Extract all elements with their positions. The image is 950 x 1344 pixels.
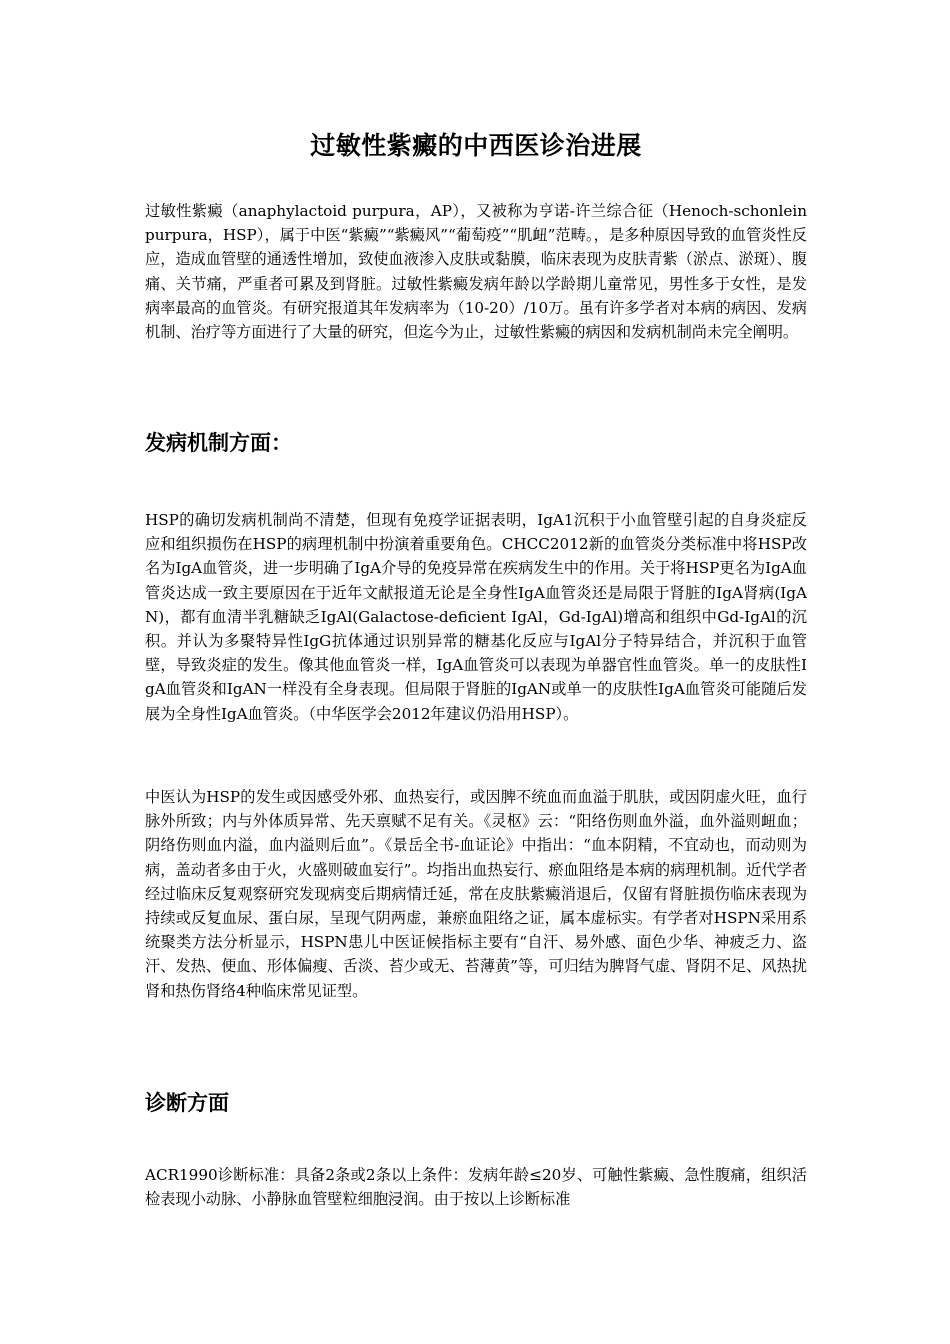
intro-paragraph: 过敏性紫癜（anaphylactoid purpura，AP），又被称为亨诺-许兰综合征（Henoch-schonlein purpura，HSP），属于中医“紫癜”“紫癜风”“葡萄疫”“肌衄”范畴。，是多种原因导致的血管炎性反应，造成血管壁的通透性增加，致使血液渗入皮肤或黏膜，临床表现为皮肤青紫（淤点、淤斑）、腹痛、关节痛，严重者可累及到肾脏。过敏性紫癜发病年龄以学龄期儿童常见，男性多于女性，是发病率最高的血管炎。有研究报道其年发病率为（10-20）/10万。虽有许多学者对本病的病因、发病机制、治疗等方面进行了大量的研究，但迄今为止，过敏性紫癜的病因和发病机制尚未完全阐明。: [145, 202, 807, 342]
pathogenesis-tcm-paragraph: 中医认为HSP的发生或因感受外邪、血热妄行，或因脾不统血而血溢于肌肤，或因阴虚火旺，血行脉外所致；内与外体质异常、先天禀赋不足有关。《灵枢》云：“阳络伤则血外溢，血外溢则衄血；阴络伤则血内溢，血内溢则后血”。《景岳全书-血证论》中指出：“血本阴精，不宜动也，而动则为病，盖动者多由于火，火盛则破血妄行”。均指出血热妄行、瘀血阻络是本病的病理机制。近代学者经过临床反复观察研究发现病变后期病情迁延，常在皮肤紫癜消退后，仅留有肾脏损伤临床表现为持续或反复血尿、蛋白尿，呈现气阴两虚，兼瘀血阻络之证，属本虚标实。有学者对HSPN采用系统聚类方法分析显示，HSPN患儿中医证候指标主要有“自汗、易外感、面色少华、神疲乏力、盗汗、发热、便血、形体偏瘦、舌淡、苔少或无、苔薄黄”等，可归结为脾肾气虚、肾阴不足、风热扰肾和热伤肾络4种临床常见证型。: [145, 788, 807, 1000]
diagnosis-paragraph: ACR1990诊断标准：具备2条或2条以上条件：发病年龄≤20岁、可触性紫癜、急性腹痛，组织活检表现小动脉、小静脉血管壁粒细胞浸润。由于按以上诊断标准: [145, 1166, 807, 1209]
section-heading-diagnosis: 诊断方面: [145, 1091, 229, 1115]
pathogenesis-western-paragraph: HSP的确切发病机制尚不清楚，但现有免疫学证据表明，IgA1沉积于小血管壁引起的自身炎症反应和组织损伤在HSP的病理机制中扮演着重要角色。CHCC2012新的血管炎分类标准中将HSP改名为IgA血管炎，进一步明确了IgA介导的免疫异常在疾病发生中的作用。关于将HSP更名为IgA血管炎达成一致主要原因在于近年文献报道无论是全身性IgA血管炎还是局限于肾脏的IgA肾病(IgAN)，都有血清半乳糖缺乏IgAl(Galactose-deficient IgAl，Gd-IgAl)增高和组织中Gd-IgAl的沉积。并认为多聚特异性IgG抗体通过识别异常的糖基化反应与IgAl分子特异结合，并沉积于血管壁，导致炎症的发生。像其他血管炎一样，IgA血管炎可以表现为单器官性血管炎。单一的皮肤性IgA血管炎和IgAN一样没有全身表现。但局限于肾脏的IgAN或单一的皮肤性IgA血管炎可能随后发展为全身性IgA血管炎。（中华医学会2012年建议仍沿用HSP）。: [145, 511, 807, 723]
document-title: 过敏性紫癜的中西医诊治进展: [310, 131, 642, 160]
section-heading-pathogenesis: 发病机制方面：: [145, 431, 292, 455]
